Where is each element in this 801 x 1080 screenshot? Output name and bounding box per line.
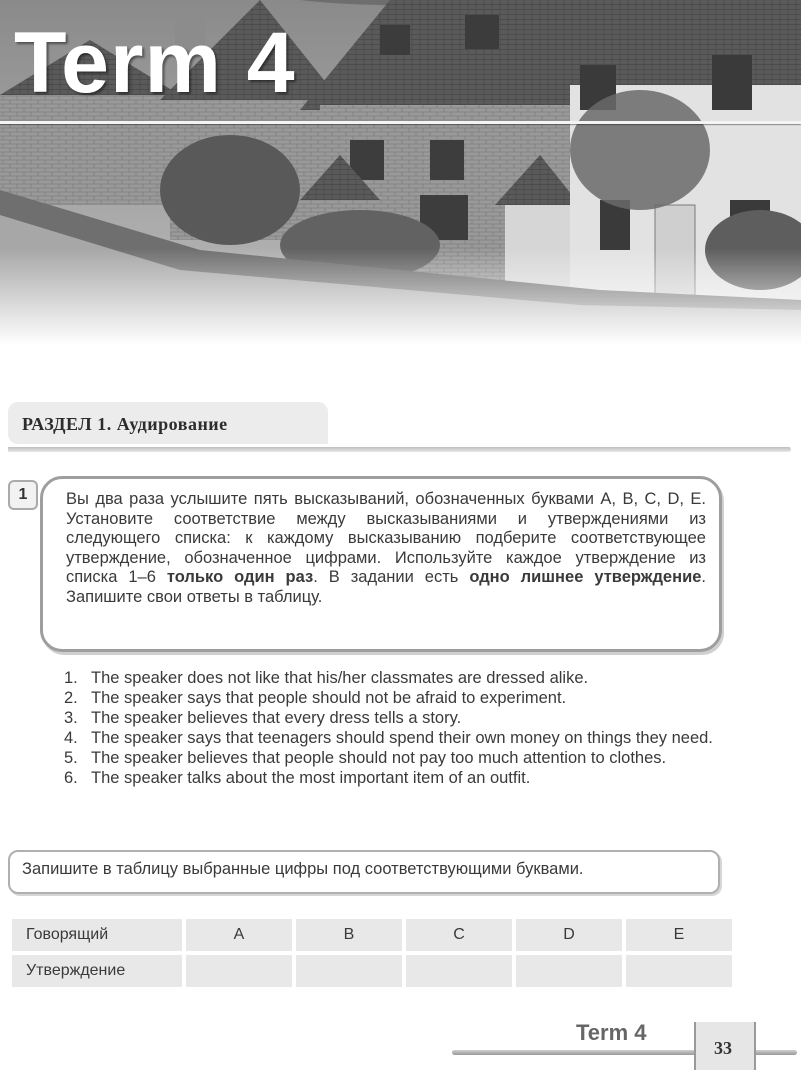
letter-c: C	[406, 919, 512, 951]
footer-term: Term 4	[576, 1020, 647, 1045]
statement-item	[64, 668, 734, 688]
letter-b: B	[296, 919, 402, 951]
header-photo	[0, 0, 801, 345]
statement-number: 1.	[64, 669, 78, 687]
statement-row	[12, 955, 732, 987]
term-title: Term 4	[14, 15, 296, 111]
statement-text: The speaker talks about the most important item of an outfit.	[91, 769, 531, 787]
statement-label: Утверждение	[12, 955, 182, 987]
task-instruction-text	[66, 490, 706, 607]
statement-number: 3.	[64, 709, 78, 727]
section-divider	[8, 447, 791, 452]
answer-cell-c[interactable]	[406, 955, 512, 987]
letter-a: A	[186, 919, 292, 951]
task-text-part2: . В задании есть	[313, 568, 470, 586]
answer-cell-b[interactable]	[296, 955, 402, 987]
speaker-label: Говорящий	[12, 919, 182, 951]
statement-number: 2.	[64, 689, 78, 707]
statement-text: The speaker says that teenagers should spend their own money on things they need.	[91, 729, 713, 747]
speaker-row	[12, 919, 732, 951]
statement-text: The speaker believes that people should not pay too much attention to clothes.	[91, 749, 667, 767]
table-instruction-text: Запишите в таблицу выбранные цифры под соответствующими буквами.	[22, 860, 584, 878]
page-number: 33	[714, 1038, 732, 1058]
statement-item	[64, 708, 734, 728]
statements-list	[64, 668, 734, 788]
statement-number: 5.	[64, 749, 78, 767]
statement-number: 4.	[64, 729, 78, 747]
statement-item	[64, 748, 734, 768]
statement-number: 6.	[64, 769, 78, 787]
section-title: РАЗДЕЛ 1. Аудирование	[22, 414, 228, 434]
statement-item	[64, 768, 734, 788]
answer-cell-d[interactable]	[516, 955, 622, 987]
task-bold-once: только один раз	[166, 568, 314, 586]
task-bold-extra: одно лишнее утверждение	[469, 568, 702, 586]
statement-text: The speaker does not like that his/her classmates are dressed alike.	[91, 669, 589, 687]
task-number: 1	[8, 480, 38, 510]
answer-cell-e[interactable]	[626, 955, 732, 987]
title-rule	[0, 121, 801, 124]
statement-text: The speaker believes that every dress tells a story.	[91, 709, 462, 727]
letter-d: D	[516, 919, 622, 951]
statement-text: The speaker says that people should not be afraid to experiment.	[91, 689, 567, 707]
statement-item	[64, 728, 734, 748]
letter-e: E	[626, 919, 732, 951]
task-text-part1: Вы два раза услышите пять высказываний, обозначенных буквами A, B, C, D, E. Установите соответствие между высказываниями и утверждениями из следующего списка: к каждому высказыванию подберите соответствующее утверждение, обозначенное цифрами. Используйте каждое утверждение из списка 1–6	[66, 490, 706, 586]
answer-table	[8, 915, 736, 991]
statement-item	[64, 688, 734, 708]
answer-cell-a[interactable]	[186, 955, 292, 987]
task-text-part3: . Запишите свои ответы в таблицу.	[66, 568, 706, 606]
